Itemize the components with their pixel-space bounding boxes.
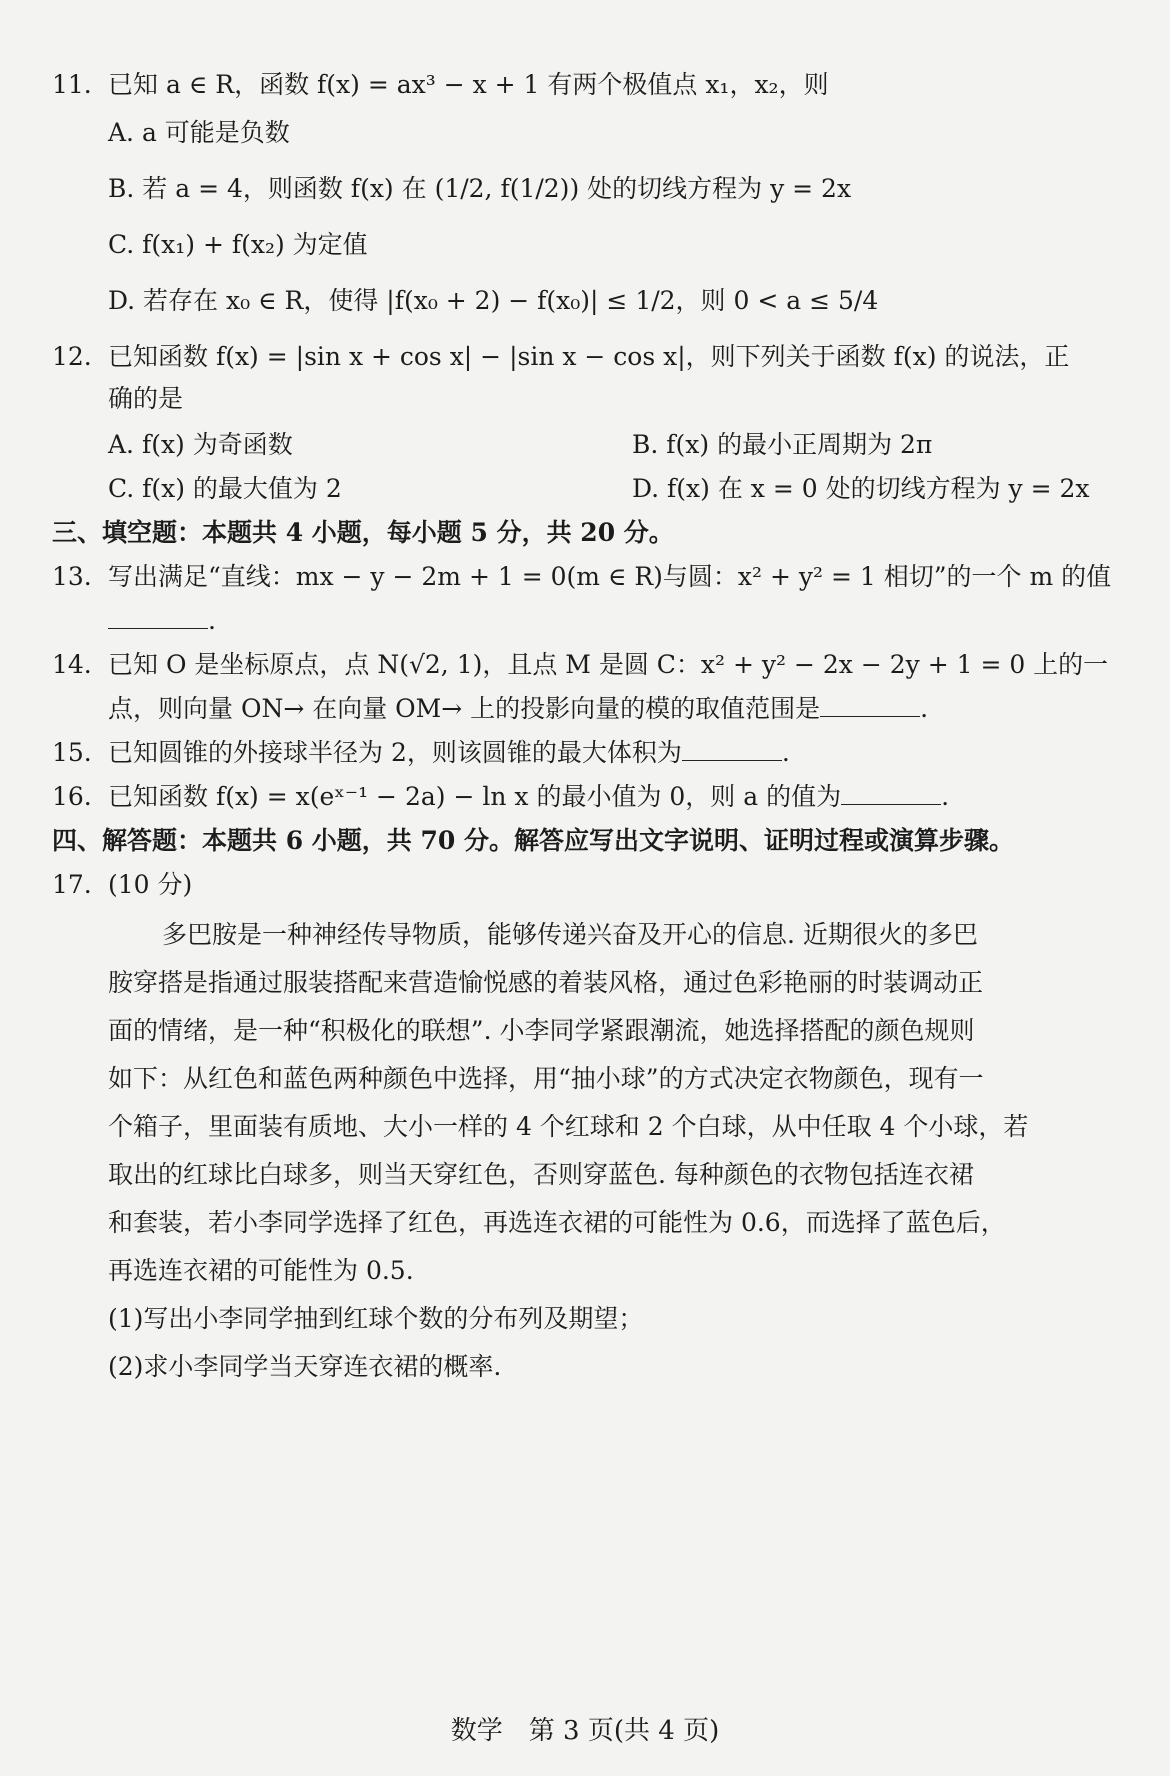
q17-number: 17. [52, 870, 92, 899]
q11-option-b-text: B. 若 a = 4，则函数 f(x) 在 (1/2, f(1/2)) 处的切线方程为 y = 2x [108, 174, 852, 203]
q17-text-8: 再选连衣裙的可能性为 0.5. [108, 1256, 414, 1285]
section-4-text: 四、解答题：本题共 6 小题，共 70 分。解答应写出文字说明、证明过程或演算步骤。 [52, 826, 1015, 855]
q16-text: 已知函数 f(x) = x(eˣ⁻¹ − 2a) − ln x 的最小值为 0，则 a 的值为 [108, 782, 842, 811]
q15-answer-blank [682, 738, 782, 761]
q12-option-b: B. f(x) 的最小正周期为 2π [632, 430, 933, 459]
q11-option-a-text: A. a 可能是负数 [108, 118, 290, 147]
q14-answer-blank [820, 694, 920, 717]
q17-text-6: 取出的红球比白球多，则当天穿红色，否则穿蓝色. 每种颜色的衣物包括连衣裙 [108, 1160, 974, 1189]
q14-text-2: 点，则向量 ON→ 在向量 OM→ 上的投影向量的模的取值范围是 [108, 694, 821, 723]
q17-text-7: 和套装，若小李同学选择了红色，再选连衣裙的可能性为 0.6，而选择了蓝色后， [108, 1208, 1006, 1237]
q17-text-3: 面的情绪，是一种“积极化的联想”. 小李同学紧跟潮流，她选择搭配的颜色规则 [108, 1016, 975, 1045]
q11-option-c-text: C. f(x₁) + f(x₂) 为定值 [108, 230, 368, 259]
section-3-text: 三、填空题：本题共 4 小题，每小题 5 分，共 20 分。 [52, 518, 674, 547]
q17-text-1: 多巴胺是一种神经传导物质，能够传递兴奋及开心的信息. 近期很火的多巴 [162, 920, 978, 949]
q14-answer-area [108, 692, 928, 726]
q11-text: 已知 a ∈ R，函数 f(x) = ax³ − x + 1 有两个极值点 x₁，x₂，则 [108, 70, 829, 99]
q17-text-2: 胺穿搭是指通过服装搭配来营造愉悦感的着装风格，通过色彩艳丽的时装调动正 [108, 968, 984, 997]
q13-end: . [208, 606, 216, 635]
q13-number: 13. [52, 562, 92, 591]
q11-option-d-text: D. 若存在 x₀ ∈ R，使得 |f(x₀ + 2) − f(x₀)| ≤ 1/2，则 0 < a ≤ 5/4 [108, 286, 879, 315]
q15-number: 15. [52, 738, 92, 767]
q12-option-c: C. f(x) 的最大值为 2 [108, 474, 342, 503]
q12-number: 12. [52, 342, 92, 371]
q17-text-4: 如下：从红色和蓝色两种颜色中选择，用“抽小球”的方式决定衣物颜色，现有一 [108, 1064, 984, 1093]
q13-text: 写出满足“直线：mx − y − 2m + 1 = 0(m ∈ R)与圆：x² + y² = 1 相切”的一个 m 的值 [108, 562, 1112, 591]
q15-text: 已知圆锥的外接球半径为 2，则该圆锥的最大体积为 [108, 738, 682, 767]
q14-number: 14. [52, 650, 92, 679]
q17-sub1-text: (1)写出小李同学抽到红球个数的分布列及期望； [108, 1304, 644, 1333]
q17-sub2-text: (2)求小李同学当天穿连衣裙的概率. [108, 1352, 502, 1381]
q12-text-2: 确的是 [108, 384, 184, 413]
q16-answer-blank [841, 782, 941, 805]
page-footer: 数学 第 3 页(共 4 页) [450, 1716, 720, 1746]
q14-text-1: 已知 O 是坐标原点，点 N(√2, 1)，且点 M 是圆 C：x² + y² − 2x − 2y + 1 = 0 上的一 [108, 650, 1109, 679]
q17-score: (10 分) [108, 870, 193, 899]
q14-end: . [920, 694, 929, 723]
q17-text-5: 个箱子，里面装有质地、大小一样的 4 个红球和 2 个白球，从中任取 4 个小球，若 [108, 1112, 1029, 1141]
q13-answer-blank [108, 606, 208, 629]
q12-text-1: 已知函数 f(x) = |sin x + cos x| − |sin x − cos x|，则下列关于函数 f(x) 的说法，正 [108, 342, 1070, 371]
q16-answer-area [108, 780, 949, 814]
q16-end: . [941, 782, 950, 811]
q12-option-d: D. f(x) 在 x = 0 处的切线方程为 y = 2x [632, 474, 1090, 503]
q15-end: . [781, 738, 790, 767]
q13-answer-area [108, 604, 216, 638]
q12-option-a: A. f(x) 为奇函数 [108, 430, 293, 459]
q16-number: 16. [52, 782, 92, 811]
q11-number: 11. [52, 70, 92, 99]
q15-answer-area [108, 736, 790, 770]
